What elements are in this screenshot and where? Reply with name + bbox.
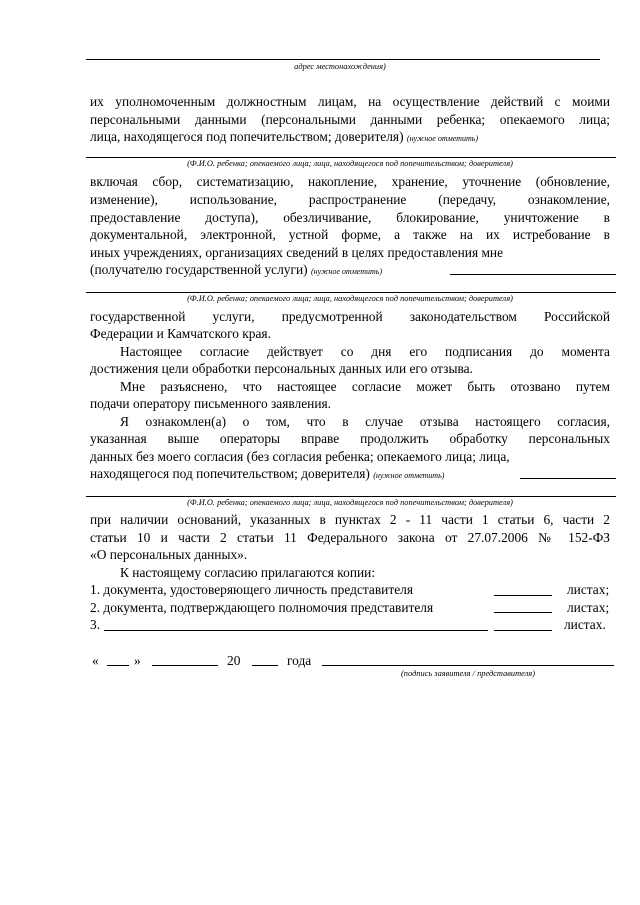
para1-line1: их уполномоченным должностным лицам, на осуществление действий с моими [90, 94, 610, 109]
date-open-quote: « [92, 653, 99, 668]
fio-caption-3: (Ф.И.О. ребенка; опекаемого лица; лица, находящегося под попечительством; доверителя) [187, 498, 513, 507]
para7-line2: статьи 10 и части 2 статьи 11 Федерального закона от 27.07.2006 № 152-ФЗ [90, 530, 610, 545]
recipient-blank[interactable] [450, 274, 616, 275]
attachment-3-sheets: листах. [564, 617, 606, 632]
fio-caption-1: (Ф.И.О. ребенка; опекаемого лица; лица, находящегося под попечительством; доверителя) [187, 159, 513, 168]
signature-blank[interactable] [322, 665, 614, 666]
para4-line2: достижения цели обработки персональных данных или его отзыва. [90, 361, 473, 376]
para5-line2: подачи оператору письменного заявления. [90, 396, 332, 411]
date-close-quote: » [134, 653, 141, 668]
fio-line-2 [86, 292, 616, 293]
year-blank[interactable] [252, 665, 278, 666]
para2-line5: иных учреждениях, организациях сведений в целях предоставления мне [90, 245, 504, 260]
para2-line6 [90, 262, 610, 280]
para6-line4 [90, 466, 610, 484]
year-suffix: года [287, 653, 312, 668]
hint-mark: (нужное отметить) [310, 267, 383, 276]
para1-line3 [90, 129, 610, 147]
attachment-3-count-blank[interactable] [494, 630, 552, 631]
attachment-3-name-blank[interactable] [104, 630, 488, 631]
para7-line1: при наличии оснований, указанных в пунктах 2 - 11 части 1 статьи 6, части 2 [90, 512, 610, 527]
para1-line3-text: лица, находящегося под попечительством; доверителя) [90, 129, 404, 144]
para2-line6-text: (получателю государственной услуги) [90, 262, 308, 277]
para3-line2: Федерации и Камчатского края. [90, 326, 271, 341]
para6-line4-text: находящегося под попечительством; доверителя) [90, 466, 370, 481]
para3-line1: государственной услуги, предусмотренной законодательством Российской [90, 309, 610, 324]
fio-caption-2: (Ф.И.О. ребенка; опекаемого лица; лица, находящегося под попечительством; доверителя) [187, 294, 513, 303]
para2-line1: включая сбор, систематизацию, накопление, хранение, уточнение (обновление, [90, 174, 610, 189]
month-blank[interactable] [152, 665, 218, 666]
hint-mark: (нужное отметить) [406, 134, 479, 143]
para2-line4: документальной, электронной, устной форме, а также на их истребование в [90, 227, 610, 242]
address-line [86, 59, 600, 60]
hint-mark: (нужное отметить) [373, 471, 445, 480]
attachment-3-text: 3. [90, 617, 101, 632]
para2-line3: предоставление доступа), обезличивание, блокирование, уничтожение в [90, 210, 610, 225]
para4-line1: Настоящее согласие действует со дня его подписания до момента [120, 344, 610, 359]
para6-line1: Я ознакомлен(а) о том, что в случае отзыва настоящего согласия, [120, 414, 610, 429]
fio-line-3 [86, 496, 616, 497]
year-prefix: 20 [227, 653, 241, 668]
para6-line2: указанная выше операторы вправе продолжить обработку персональных [90, 431, 610, 446]
consent-blank[interactable] [520, 478, 616, 479]
attachment-2-sheets: листах; [567, 600, 610, 615]
para2-line2: изменение), использование, распространение (передачу, ознакомление, [90, 192, 610, 207]
para5-line1: Мне разъяснено, что настоящее согласие может быть отозвано путем [120, 379, 610, 394]
day-blank[interactable] [107, 665, 129, 666]
para6-line3: данных без моего согласия (без согласия ребенка; опекаемого лица; лица, [90, 449, 510, 464]
attachment-1-sheets: листах; [567, 582, 610, 597]
attachment-1-text: 1. документа, удостоверяющего личность представителя [90, 582, 413, 597]
attachment-2-text: 2. документа, подтверждающего полномочия представителя [90, 600, 434, 615]
para1-line2: персональными данными (персональными данными ребенка; опекаемого лица; [90, 112, 610, 127]
attachments-intro: К настоящему согласию прилагаются копии: [120, 565, 376, 580]
address-caption: адрес местонахождения) [294, 62, 386, 71]
attachment-2-count-blank[interactable] [494, 612, 552, 613]
para7-line3: «О персональных данных». [90, 547, 248, 562]
signature-caption: (подпись заявителя / представителя) [401, 669, 535, 678]
fio-line-1 [86, 157, 616, 158]
attachment-1-count-blank[interactable] [494, 595, 552, 596]
